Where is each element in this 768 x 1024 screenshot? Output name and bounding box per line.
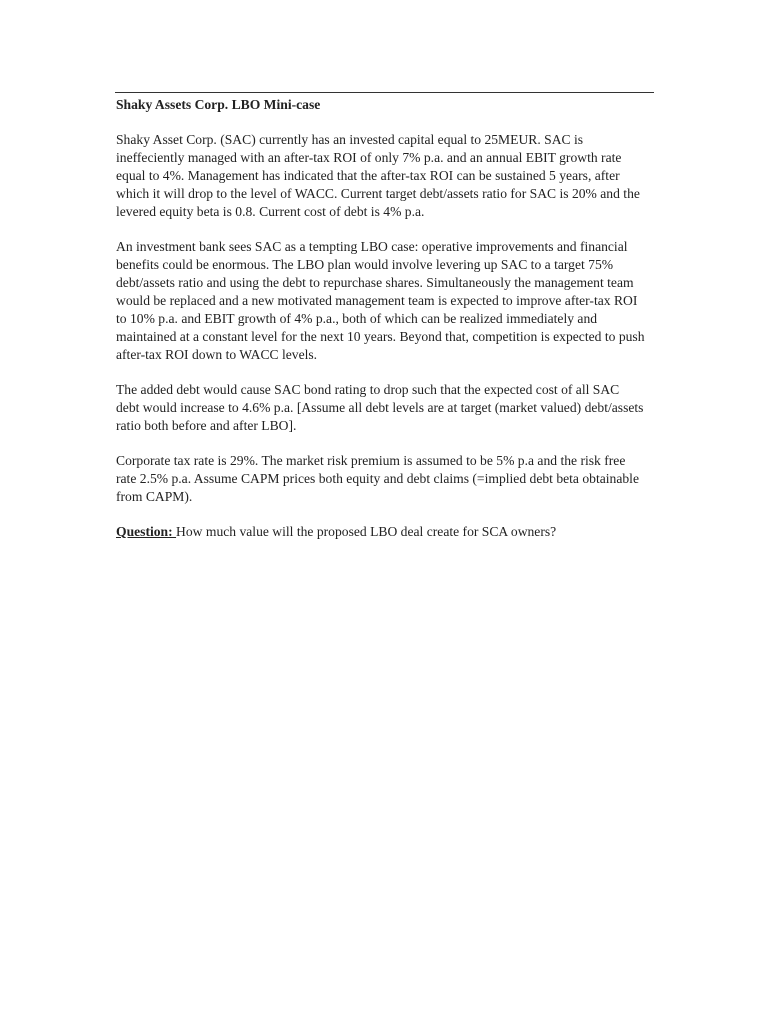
question-label: Question:	[116, 524, 177, 539]
paragraph-lbo-plan: An investment bank sees SAC as a tempting LBO case: operative improvements and financial benefits could be enormous. The LBO plan would involve levering up SAC to a target 75% debt/assets ratio and using the debt to repurchase shares. Simultaneously the management team would be replaced and a new motivated management team is expected to improve after-tax ROI to 10% p.a. and EBIT growth of 4% p.a., both of which can be realized immediately and maintained at a constant level for the next 10 years. Beyond that, competition is expected to push after-tax ROI down to WACC levels.	[116, 239, 645, 362]
question-text: How much value will the proposed LBO deal create for SCA owners?	[176, 524, 557, 539]
paragraph-intro: Shaky Asset Corp. (SAC) currently has an invested capital equal to 25MEUR. SAC is ineffeciently managed with an after-tax ROI of only 7% p.a. and an annual EBIT growth rate equal to 4%. Management has indicated that the after-tax ROI can be sustained 5 years, after which it will drop to the level of WACC. Current target debt/assets ratio for SAC is 20% and the levered equity beta is 0.8. Current cost of debt is 4% p.a.	[116, 132, 640, 219]
document-body	[116, 96, 646, 558]
paragraph-tax-market: Corporate tax rate is 29%. The market risk premium is assumed to be 5% p.a and the risk free rate 2.5% p.a. Assume CAPM prices both equity and debt claims (=implied debt beta obtainable from CAPM).	[116, 453, 639, 504]
header-rule	[115, 92, 654, 93]
question-paragraph	[116, 523, 646, 541]
document-title: Shaky Assets Corp. LBO Mini-case	[116, 97, 321, 112]
paragraph-debt-cost: The added debt would cause SAC bond rating to drop such that the expected cost of all SAC debt would increase to 4.6% p.a. [Assume all debt levels are at target (market valued) debt/assets ratio both before and after LBO].	[116, 382, 644, 433]
